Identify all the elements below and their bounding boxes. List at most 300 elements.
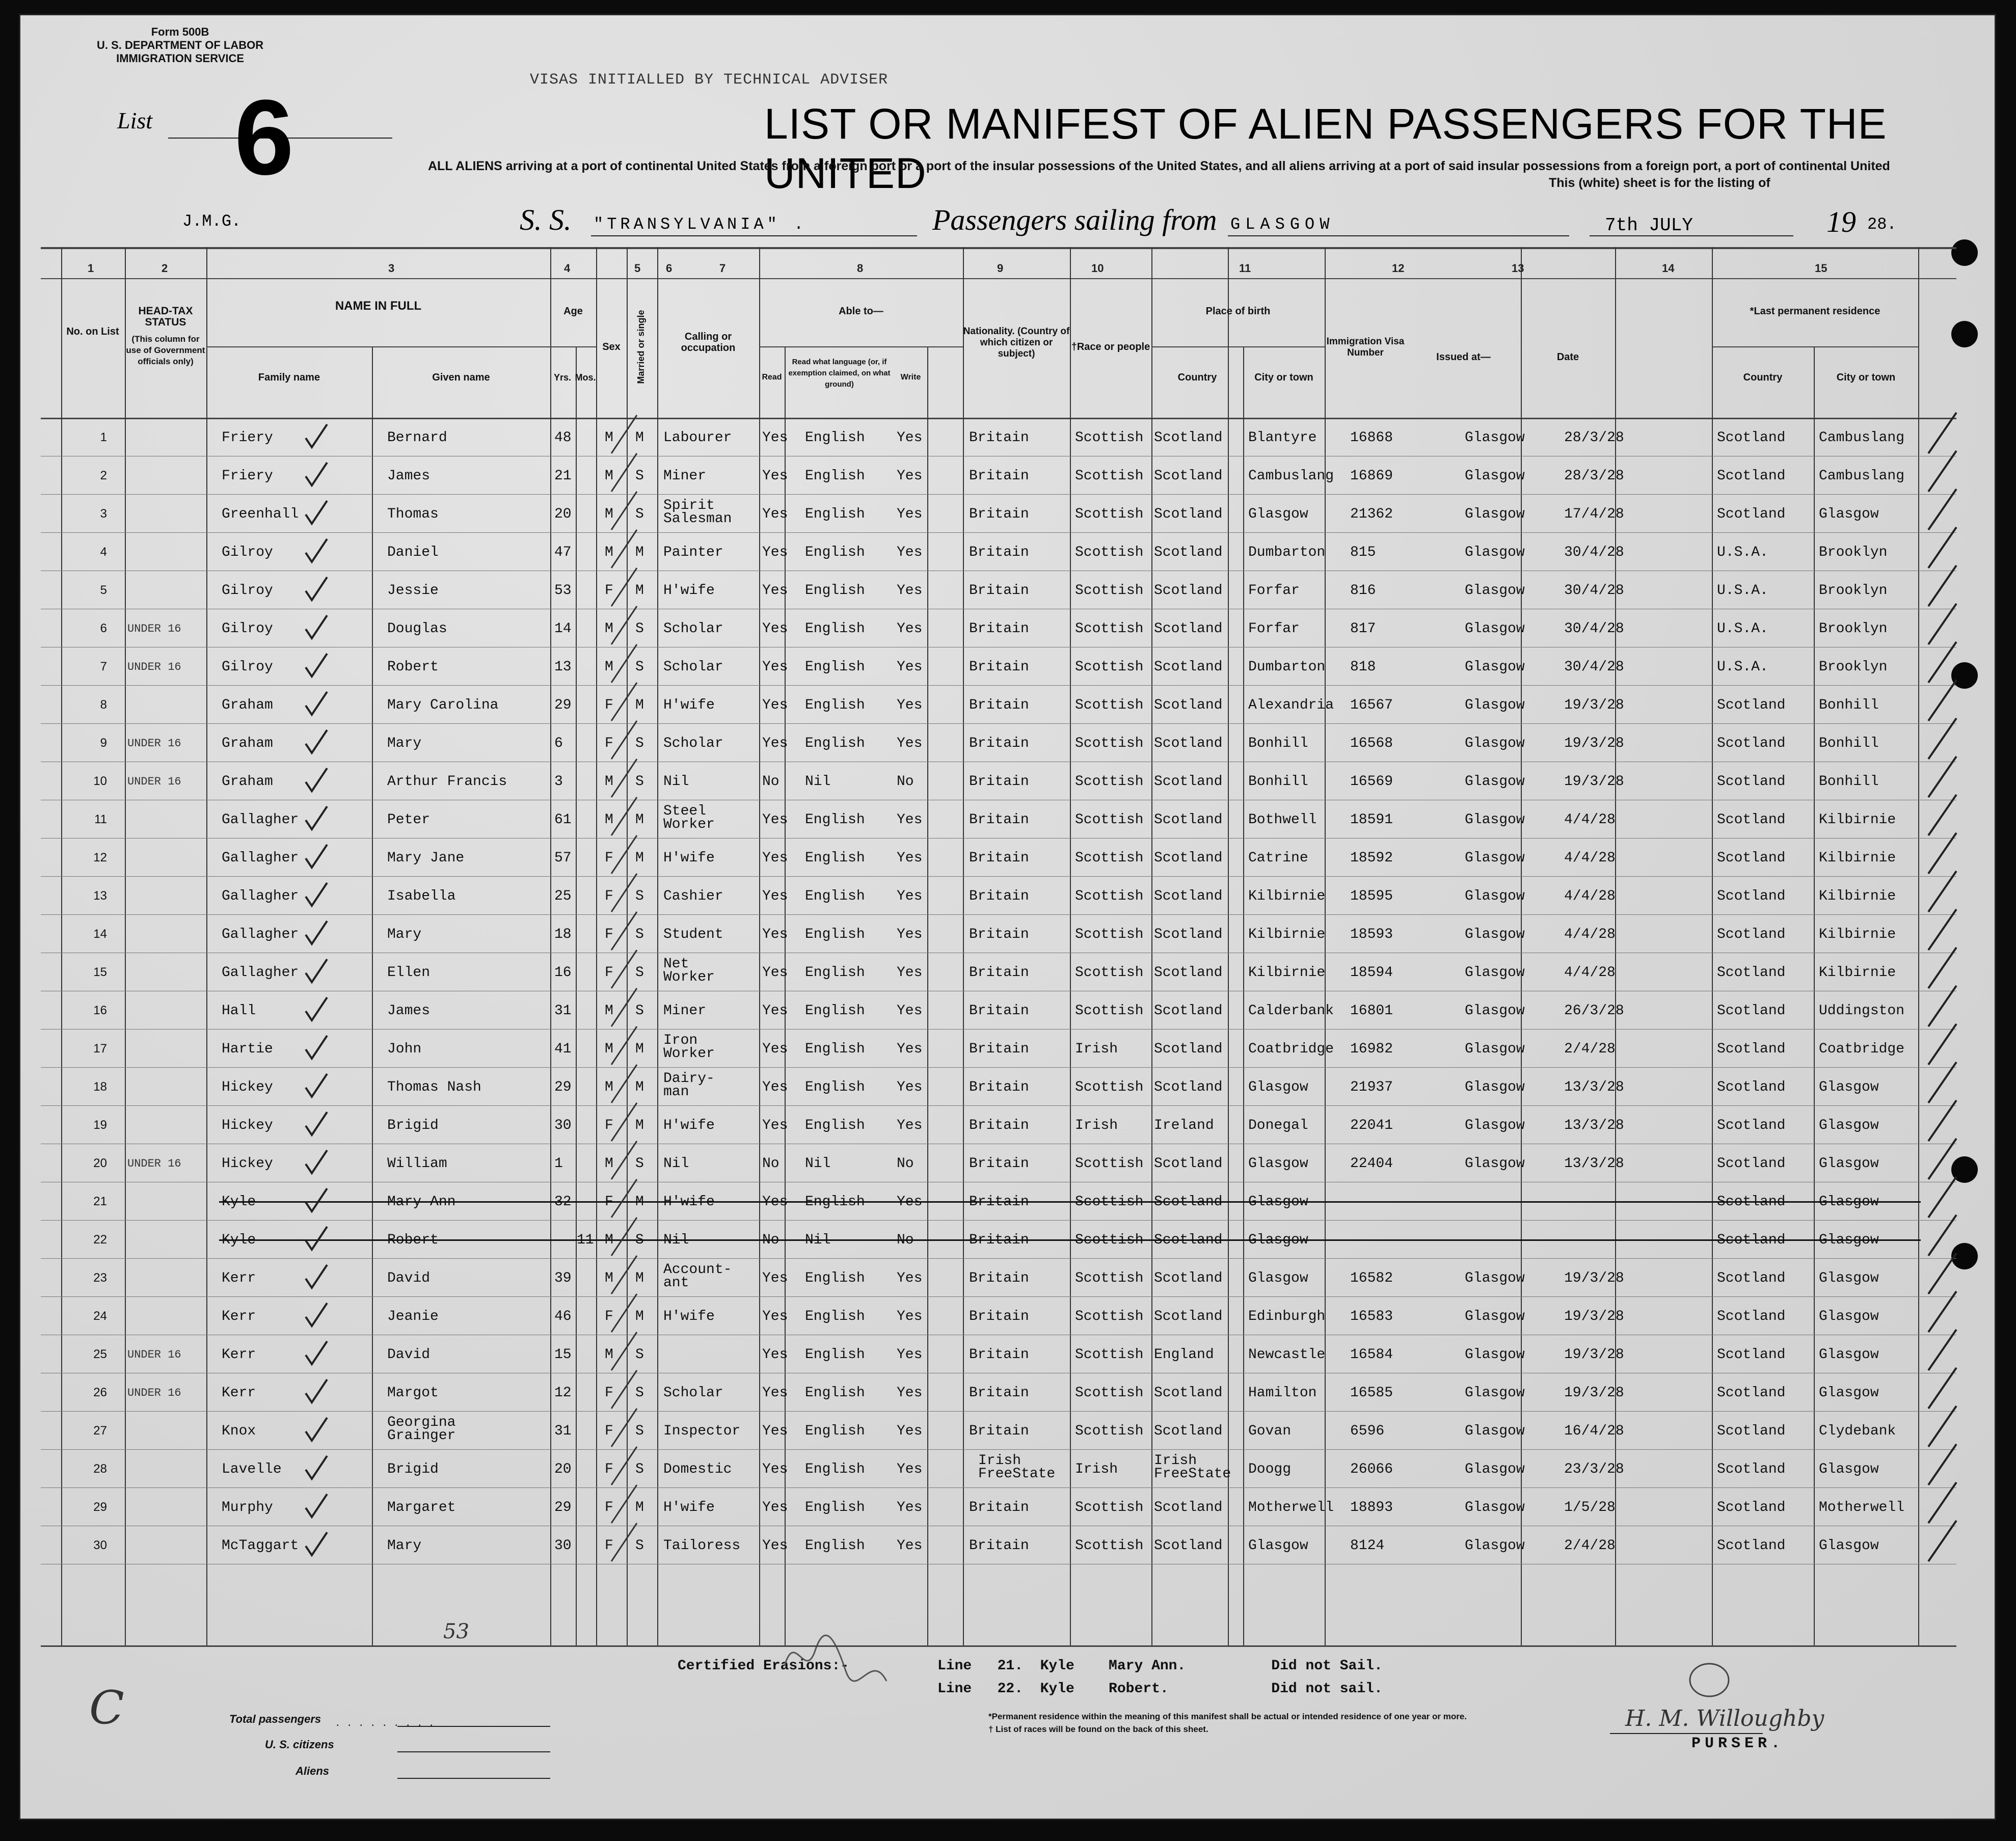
given-name-cell: Mary (387, 736, 422, 751)
leader-dots: . . . . . . . . . (336, 1716, 436, 1728)
head-tax-cell: UNDER 16 (127, 775, 181, 788)
res-city-cell: Glasgow (1819, 1156, 1879, 1172)
race-cell: Scottish (1075, 659, 1144, 675)
birth-country-cell: Scotland (1154, 1423, 1223, 1439)
nationality-cell: Britain (969, 774, 1029, 790)
birth-country-cell: Scotland (1154, 888, 1223, 904)
header-date: Date (1556, 351, 1579, 363)
res-country-cell: Scotland (1717, 1385, 1786, 1401)
occupation-cell: Net Worker (663, 956, 715, 985)
age-cell: 31 (554, 1423, 572, 1439)
language-cell: English (805, 1347, 865, 1363)
given-name-cell: Mary Carolina (387, 697, 499, 713)
birth-country-cell: Scotland (1154, 965, 1223, 981)
strike-line (219, 1201, 1921, 1203)
marital-cell: S (635, 736, 644, 751)
row-rule (41, 1258, 1956, 1259)
family-name-cell: Kerr (222, 1309, 256, 1324)
sex-cell: M (605, 545, 613, 560)
family-name-cell: Kyle (222, 1194, 256, 1210)
residence-note: *Permanent residence within the meaning of this manifest shall be actual or intended residence of one year or more. (988, 1712, 1467, 1721)
birth-city-cell: Motherwell (1248, 1500, 1334, 1515)
age-cell: 6 (554, 736, 563, 751)
table-top-rule (41, 247, 1956, 249)
birth-country-cell: Scotland (1154, 1270, 1223, 1286)
nationality-cell: Britain (969, 1003, 1029, 1019)
sex-cell: M (605, 1347, 613, 1363)
issued-at-cell: Glasgow (1465, 583, 1525, 599)
row-number: 8 (100, 698, 107, 712)
column-rule (1325, 247, 1326, 1645)
race-cell: Scottish (1075, 1156, 1144, 1172)
res-city-cell: Motherwell (1819, 1500, 1905, 1515)
family-name-cell: Gallagher (222, 812, 299, 828)
nationality-cell: Britain (969, 545, 1029, 560)
column-number: 1 (88, 262, 94, 275)
age-cell: 46 (554, 1309, 572, 1324)
purser-signature: H. M. Willoughby (1625, 1705, 1824, 1731)
birth-country-cell: Scotland (1154, 1309, 1223, 1324)
birth-city-cell: Govan (1248, 1423, 1292, 1439)
birth-city-cell: Donegal (1248, 1118, 1308, 1133)
sex-cell: F (605, 850, 613, 866)
date-cell: 30/4/28 (1564, 545, 1624, 560)
race-cell: Scottish (1075, 888, 1144, 904)
birth-country-cell: Scotland (1154, 1079, 1223, 1095)
language-cell: English (805, 927, 865, 942)
birth-city-cell: Cambuslang (1248, 468, 1334, 484)
birth-country-cell: Scotland (1154, 659, 1223, 675)
age-cell: 61 (554, 812, 572, 828)
occupation-cell: Scholar (663, 1385, 723, 1401)
race-cell: Scottish (1075, 1538, 1144, 1554)
row-number: 30 (93, 1538, 107, 1552)
birth-city-cell: Glasgow (1248, 1270, 1308, 1286)
marital-cell: S (635, 1385, 644, 1401)
issued-at-cell: Glasgow (1465, 1003, 1525, 1019)
header-issued-at: Issued at— (1436, 351, 1491, 363)
column-rule (1151, 247, 1152, 1645)
birth-subheader-rule (1151, 346, 1325, 347)
row-rule (41, 1449, 1956, 1450)
column-rule (759, 247, 760, 1645)
res-country-cell: Scotland (1717, 1003, 1786, 1019)
given-name-cell: Jeanie (387, 1309, 439, 1324)
language-cell: English (805, 812, 865, 828)
family-name-cell: Friery (222, 468, 273, 484)
visa-cell: 818 (1350, 659, 1376, 675)
read-cell: Yes (762, 1079, 788, 1095)
birth-country-cell: Scotland (1154, 927, 1223, 942)
header-calling: Calling or occupation (681, 331, 736, 354)
sex-cell: F (605, 697, 613, 713)
given-name-cell: James (387, 468, 431, 484)
date-cell: 30/4/28 (1564, 583, 1624, 599)
age-cell: 13 (554, 659, 572, 675)
res-country-cell: Scotland (1717, 850, 1786, 866)
language-cell: English (805, 965, 865, 981)
visa-cell: 22041 (1350, 1118, 1393, 1133)
write-cell: No (897, 774, 914, 790)
handwritten-scribble (774, 1620, 897, 1701)
given-name-cell: Robert (387, 659, 439, 675)
age-cell: 20 (554, 506, 572, 522)
issued-at-cell: Glasgow (1465, 888, 1525, 904)
read-cell: Yes (762, 430, 788, 446)
handwritten-c: C (89, 1681, 124, 1735)
nationality-cell: Britain (969, 697, 1029, 713)
given-name-cell: Mary Ann (387, 1194, 456, 1210)
manifest-title: LIST OR MANIFEST OF ALIEN PASSENGERS FOR THE UNITED (764, 100, 1887, 197)
aliens-label: Aliens (295, 1765, 330, 1777)
nationality-cell: Britain (969, 1538, 1029, 1554)
able-subheader-rule (759, 346, 963, 347)
age-cell: 41 (554, 1041, 572, 1057)
res-country-cell: Scotland (1717, 927, 1786, 942)
res-country-cell: Scotland (1717, 1423, 1786, 1439)
header-nationality: Nationality. (Country of which citizen or subject) (963, 326, 1070, 359)
head-tax-cell: UNDER 16 (127, 737, 181, 750)
given-name-cell: Peter (387, 812, 431, 828)
visa-cell: 18595 (1350, 888, 1393, 904)
write-cell: Yes (897, 1500, 923, 1515)
marital-cell: M (635, 812, 644, 828)
column-number: 13 (1512, 262, 1524, 275)
read-cell: Yes (762, 468, 788, 484)
sex-cell: F (605, 1118, 613, 1133)
row-rule (41, 723, 1956, 724)
sex-cell: M (605, 1156, 613, 1172)
date-cell: 17/4/28 (1564, 506, 1624, 522)
birth-country-cell: Scotland (1154, 1003, 1223, 1019)
visas-stamp: VISAS INITIALLED BY TECHNICAL ADVISER (530, 71, 889, 89)
issued-at-cell: Glasgow (1465, 621, 1525, 637)
occupation-cell: Labourer (663, 430, 732, 446)
row-number: 7 (100, 660, 107, 673)
manifest-sheet (20, 15, 1995, 1819)
language-cell: English (805, 1538, 865, 1554)
family-name-cell: Gallagher (222, 965, 299, 981)
visa-cell: 815 (1350, 545, 1376, 560)
column-rule (61, 247, 62, 1645)
age-cell: 39 (554, 1270, 572, 1286)
read-cell: Yes (762, 888, 788, 904)
family-name-cell: Gallagher (222, 888, 299, 904)
marital-cell: S (635, 1003, 644, 1019)
row-number: 21 (93, 1195, 107, 1208)
res-country-cell: Scotland (1717, 1500, 1786, 1515)
marital-cell: S (635, 965, 644, 981)
race-cell: Irish (1075, 1118, 1118, 1133)
res-city-cell: Glasgow (1819, 1538, 1879, 1554)
race-cell: Scottish (1075, 1309, 1144, 1324)
birth-city-cell: Bothwell (1248, 812, 1317, 828)
row-rule (41, 1296, 1956, 1297)
date-cell: 1/5/28 (1564, 1500, 1616, 1515)
family-name-cell: Graham (222, 736, 273, 751)
read-cell: Yes (762, 506, 788, 522)
header-birth-city: City or town (1254, 372, 1313, 383)
row-rule (41, 532, 1956, 533)
family-name-cell: Graham (222, 697, 273, 713)
column-number: 9 (997, 262, 1004, 275)
punch-hole (1951, 239, 1978, 266)
nationality-cell: Britain (969, 583, 1029, 599)
family-name-cell: Gallagher (222, 850, 299, 866)
header-given-name: Given name (432, 372, 490, 383)
column-number-rule (41, 278, 1956, 279)
visa-cell: 16585 (1350, 1385, 1393, 1401)
visa-cell: 6596 (1350, 1423, 1385, 1439)
birth-city-cell: Glasgow (1248, 1194, 1308, 1210)
res-country-cell: Scotland (1717, 506, 1786, 522)
marital-cell: M (635, 1270, 644, 1286)
nationality-cell: Britain (969, 1347, 1029, 1363)
row-number: 12 (93, 851, 107, 864)
res-city-cell: Brooklyn (1819, 545, 1888, 560)
res-city-cell: Glasgow (1819, 1194, 1879, 1210)
sex-cell: M (605, 1041, 613, 1057)
language-cell: English (805, 1194, 865, 1210)
language-cell: English (805, 1423, 865, 1439)
res-country-cell: Scotland (1717, 1309, 1786, 1324)
visa-cell: 21937 (1350, 1079, 1393, 1095)
race-cell: Scottish (1075, 621, 1144, 637)
punch-hole (1951, 321, 1978, 347)
issued-at-cell: Glasgow (1465, 506, 1525, 522)
nationality-cell: Britain (969, 1041, 1029, 1057)
visa-cell: 16868 (1350, 430, 1393, 446)
read-cell: Yes (762, 1538, 788, 1554)
res-country-cell: Scotland (1717, 1538, 1786, 1554)
occupation-cell: Tailoress (663, 1538, 741, 1554)
header-write: Write (900, 373, 921, 382)
nationality-cell: Britain (969, 468, 1029, 484)
column-number: 7 (719, 262, 726, 275)
birth-country-cell: Scotland (1154, 812, 1223, 828)
header-read: Read (762, 373, 782, 382)
family-name-cell: Gallagher (222, 927, 299, 942)
read-cell: Yes (762, 1118, 788, 1133)
read-cell: Yes (762, 850, 788, 866)
row-number: 28 (93, 1462, 107, 1476)
initials: J.M.G. (182, 212, 241, 231)
issued-at-cell: Glasgow (1465, 1079, 1525, 1095)
occupation-cell: Nil (663, 1232, 689, 1248)
race-cell: Scottish (1075, 812, 1144, 828)
write-cell: Yes (897, 659, 923, 675)
race-cell: Scottish (1075, 1003, 1144, 1019)
occupation-cell: Dairy- man (663, 1071, 715, 1100)
column-number: 3 (388, 262, 395, 275)
marital-cell: S (635, 888, 644, 904)
res-country-cell: Scotland (1717, 1041, 1786, 1057)
given-name-cell: James (387, 1003, 431, 1019)
certified-erasions: Certified Erasions:- (678, 1658, 849, 1674)
nationality-cell: Britain (969, 1500, 1029, 1515)
res-city-cell: Cambuslang (1819, 430, 1905, 446)
read-cell: Yes (762, 621, 788, 637)
nationality-cell: Britain (969, 927, 1029, 942)
res-country-cell: Scotland (1717, 812, 1786, 828)
marital-cell: M (635, 1194, 644, 1210)
race-cell: Scottish (1075, 1347, 1144, 1363)
visa-cell: 18592 (1350, 850, 1393, 866)
occupation-cell: H'wife (663, 1118, 715, 1133)
given-name-cell: Mary (387, 1538, 422, 1554)
birth-country-cell: Scotland (1154, 545, 1223, 560)
res-city-cell: Glasgow (1819, 1232, 1879, 1248)
issued-at-cell: Glasgow (1465, 1309, 1525, 1324)
family-name-cell: Greenhall (222, 506, 299, 522)
sex-cell: F (605, 1194, 613, 1210)
issued-at-cell: Glasgow (1465, 1461, 1525, 1477)
birth-country-cell: Scotland (1154, 621, 1223, 637)
issued-at-cell: Glasgow (1465, 1118, 1525, 1133)
nationality-cell: Britain (969, 888, 1029, 904)
race-cell: Scottish (1075, 1270, 1144, 1286)
form-label: Form 500B U. S. DEPARTMENT OF LABOR IMMIGRATION SERVICE (97, 25, 264, 65)
row-number: 15 (93, 965, 107, 979)
date-cell: 4/4/28 (1564, 812, 1616, 828)
birth-city-cell: Dumbarton (1248, 659, 1326, 675)
row-number: 18 (93, 1080, 107, 1094)
head-tax-cell: UNDER 16 (127, 1387, 181, 1399)
occupation-cell: Steel Worker (663, 803, 715, 832)
date-cell: 19/3/28 (1564, 1309, 1624, 1324)
nationality-cell: Britain (969, 1385, 1029, 1401)
column-number: 10 (1091, 262, 1104, 275)
birth-country-cell: Scotland (1154, 1041, 1223, 1057)
visa-cell: 16982 (1350, 1041, 1393, 1057)
occupation-cell: Domestic (663, 1461, 732, 1477)
strike-line (219, 1239, 1921, 1241)
res-city-cell: Glasgow (1819, 1079, 1879, 1095)
birth-city-cell: Alexandria (1248, 697, 1334, 713)
visa-cell: 18593 (1350, 927, 1393, 942)
row-number: 5 (100, 583, 107, 597)
given-name-cell: Brigid (387, 1461, 439, 1477)
age-cell: 14 (554, 621, 572, 637)
res-city-cell: Kilbirnie (1819, 927, 1896, 942)
read-cell: No (762, 1232, 779, 1248)
family-name-cell: Kerr (222, 1270, 256, 1286)
read-cell: Yes (762, 965, 788, 981)
write-cell: Yes (897, 545, 923, 560)
sex-cell: F (605, 1309, 613, 1324)
write-cell: Yes (897, 888, 923, 904)
read-cell: Yes (762, 583, 788, 599)
row-number: 11 (94, 813, 107, 826)
sheet-note: This (white) sheet is for the listing of (1549, 176, 1770, 190)
res-city-cell: Kilbirnie (1819, 812, 1896, 828)
family-name-cell: Gilroy (222, 583, 273, 599)
date-cell: 4/4/28 (1564, 965, 1616, 981)
birth-city-cell: Newcastle (1248, 1347, 1326, 1363)
birth-city-cell: Glasgow (1248, 1156, 1308, 1172)
issued-at-cell: Glasgow (1465, 850, 1525, 866)
row-number: 2 (100, 469, 107, 482)
race-cell: Scottish (1075, 583, 1144, 599)
age-cell: 21 (554, 468, 572, 484)
language-cell: English (805, 1461, 865, 1477)
race-cell: Scottish (1075, 1232, 1144, 1248)
birth-country-cell: Scotland (1154, 697, 1223, 713)
write-cell: Yes (897, 1270, 923, 1286)
us-citizens-label: U. S. citizens (265, 1738, 334, 1751)
column-number: 4 (564, 262, 571, 275)
age-cell: 1 (554, 1156, 563, 1172)
age-cell: 31 (554, 1003, 572, 1019)
read-cell: Yes (762, 1461, 788, 1477)
marital-cell: M (635, 1079, 644, 1095)
visa-cell: 16567 (1350, 697, 1393, 713)
read-cell: Yes (762, 736, 788, 751)
ss-label: S. S. (520, 203, 572, 236)
language-cell: English (805, 888, 865, 904)
marital-cell: M (635, 1500, 644, 1515)
race-cell: Scottish (1075, 736, 1144, 751)
given-name-cell: Thomas (387, 506, 439, 522)
language-cell: English (805, 468, 865, 484)
issued-at-cell: Glasgow (1465, 774, 1525, 790)
given-name-cell: Thomas Nash (387, 1079, 481, 1095)
date-cell: 16/4/28 (1564, 1423, 1624, 1439)
read-cell: Yes (762, 1003, 788, 1019)
language-cell: English (805, 1270, 865, 1286)
date-cell: 19/3/28 (1564, 697, 1624, 713)
write-cell: Yes (897, 430, 923, 446)
signature-line (1610, 1733, 1763, 1734)
birth-country-cell: Scotland (1154, 850, 1223, 866)
column-rule (125, 247, 126, 1645)
row-rule (41, 685, 1956, 686)
write-cell: Yes (897, 468, 923, 484)
head-tax-cell: UNDER 16 (127, 1157, 181, 1170)
sex-cell: F (605, 1461, 613, 1477)
header-bottom-rule (41, 418, 1956, 419)
given-name-cell: Arthur Francis (387, 774, 507, 790)
sex-cell: F (605, 1423, 613, 1439)
column-number: 6 (666, 262, 673, 275)
marital-cell: M (635, 545, 644, 560)
race-cell: Scottish (1075, 965, 1144, 981)
issued-at-cell: Glasgow (1465, 1385, 1525, 1401)
age-cell: 20 (554, 1461, 572, 1477)
res-city-cell: Glasgow (1819, 1270, 1879, 1286)
header-read-what: Read what language (or, if exemption claimed, on what ground) (788, 358, 891, 389)
aliens-line (397, 1778, 550, 1779)
row-number: 14 (93, 927, 107, 941)
purser-label: PURSER. (1691, 1735, 1785, 1752)
nationality-cell: Britain (969, 1309, 1029, 1324)
column-rule (206, 247, 207, 1645)
column-number: 2 (162, 262, 168, 275)
birth-city-cell: Kilbirnie (1248, 965, 1326, 981)
occupation-cell: H'wife (663, 697, 715, 713)
family-name-cell: Kyle (222, 1232, 256, 1248)
marital-cell: S (635, 927, 644, 942)
issued-at-cell: Glasgow (1465, 1041, 1525, 1057)
header-head-tax-note: (This column for use of Government officials only) (126, 334, 205, 366)
marital-cell: M (635, 583, 644, 599)
row-number: 6 (100, 621, 107, 635)
race-cell: Scottish (1075, 774, 1144, 790)
family-name-cell: Hartie (222, 1041, 273, 1057)
row-number: 29 (93, 1500, 107, 1514)
res-city-cell: Bonhill (1819, 774, 1879, 790)
res-country-cell: U.S.A. (1717, 583, 1768, 599)
